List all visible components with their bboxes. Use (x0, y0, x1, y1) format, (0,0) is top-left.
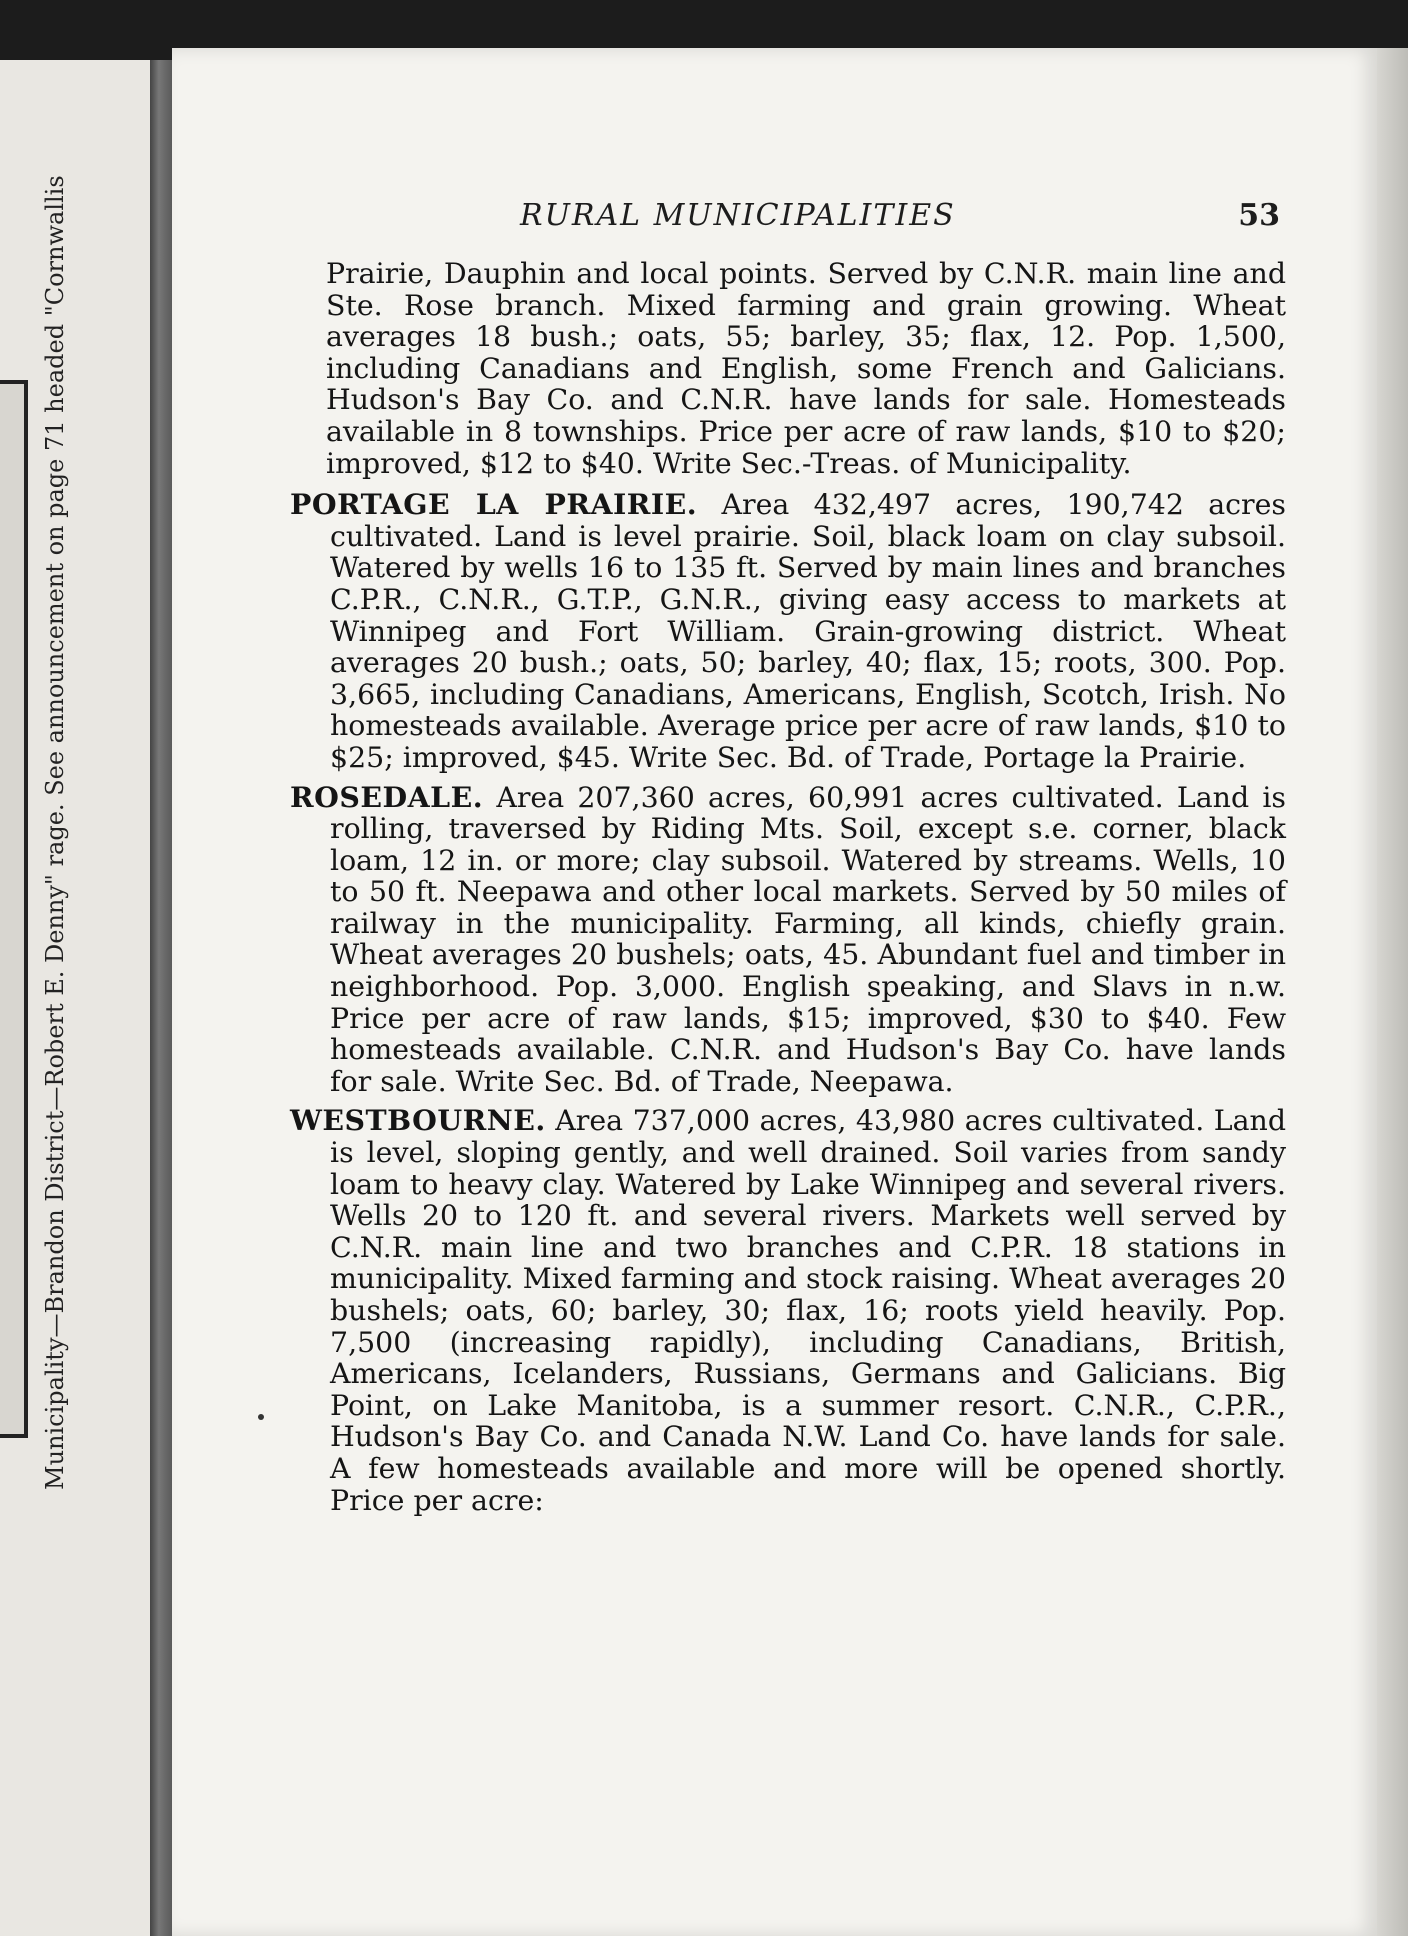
entry-rosedale (290, 779, 1287, 1098)
entry-text: Area 432,497 acres, 190,742 acres cultivated. Land is level prairie. Soil, black loam on clay subsoil. Watered by wells 16 to 135 ft. Served by main lines and branches C.P.R., C.N.R., G.T.P., G.N.R., giving easy access to markets at Winnipeg and Fort William. Grain-growing district. Wheat averages 20 bush.; oats, 50; barley, 40; flax, 15; roots, 300. Pop. 3,665, including Canadians, Americans, English, Scotch, Irish. No homesteads available. Average price per acre of raw lands, $10 to $25; improved, $45. Write Sec. Bd. of Trade, Portage la Prairie. (330, 488, 1286, 774)
entry-text: Area 207,360 acres, 60,991 acres cultivated. Land is rolling, traversed by Riding Mts. Soil, except s.e. corner, black loam, 12 in. or more; clay subsoil. Watered by streams. Wells, 10 to 50 ft. Neepawa and other local markets. Served by 50 miles of railway in the municipality. Farming, all kinds, chiefly grain. Wheat averages 20 bushels; oats, 45. Abundant fuel and timber in neighborhood. Pop. 3,000. English speaking, and Slavs in n.w. Price per acre of raw lands, $15; improved, $30 to $40. Few homesteads available. C.N.R. and Hudson's Bay Co. have lands for sale. Write Sec. Bd. of Trade, Neepawa. (330, 780, 1287, 1098)
entry-westbourne (290, 1105, 1286, 1516)
book-spine (150, 60, 172, 1936)
left-page-border-box (0, 380, 28, 1438)
page-header (520, 198, 1280, 238)
left-page-rotated-text: Municipality—Brandon District—Robert E. Denny" rage. See announcement on page 71 headed "Cornwallis (41, 175, 69, 1490)
entry-portage-la-prairie (290, 489, 1286, 773)
entry-name: ROSEDALE. (290, 779, 484, 814)
page-edge (1377, 48, 1408, 1936)
entry-name: WESTBOURNE. (290, 1103, 546, 1138)
ink-speck (258, 1414, 264, 1420)
entry-name: PORTAGE LA PRAIRIE. (290, 487, 698, 522)
entry-text: Area 737,000 acres, 43,980 acres cultivated. Land is level, sloping gently, and well drained. Soil varies from sandy loam to heavy clay. Watered by Lake Winnipeg and several rivers. Wells 20 to 120 ft. and several rivers. Markets well served by C.N.R. main line and two branches and C.P.R. 18 stations in municipality. Mixed farming and stock raising. Wheat averages 20 bushels; oats, 60; barley, 30; flax, 16; roots yield heavily. Pop. 7,500 (increasing rapidly), including Canadians, British, Americans, Icelanders, Russians, Germans and Galicians. Big Point, on Lake Manitoba, is a summer resort. C.N.R., C.P.R., Hudson's Bay Co. and Canada N.W. Land Co. have lands for sale. A few homesteads available and more will be opened shortly. Price per acre: (330, 1104, 1286, 1517)
continuation-paragraph: Prairie, Dauphin and local points. Served by C.N.R. main line and Ste. Rose branch. Mixed farming and grain growing. Wheat averages 18 bush.; oats, 55; barley, 35; flax, 12. Pop. 1,500, including Canadians and English, some French and Galicians. Hudson's Bay Co. and C.N.R. have lands for sale. Homesteads available in 8 townships. Price per acre of raw lands, $10 to $20; improved, $12 to $40. Write Sec.-Treas. of Municipality. (326, 257, 1286, 480)
page-body (290, 258, 1286, 1524)
running-title: RURAL MUNICIPALITIES (520, 198, 956, 233)
left-page (0, 60, 150, 1936)
page-number: 53 (1238, 198, 1280, 233)
